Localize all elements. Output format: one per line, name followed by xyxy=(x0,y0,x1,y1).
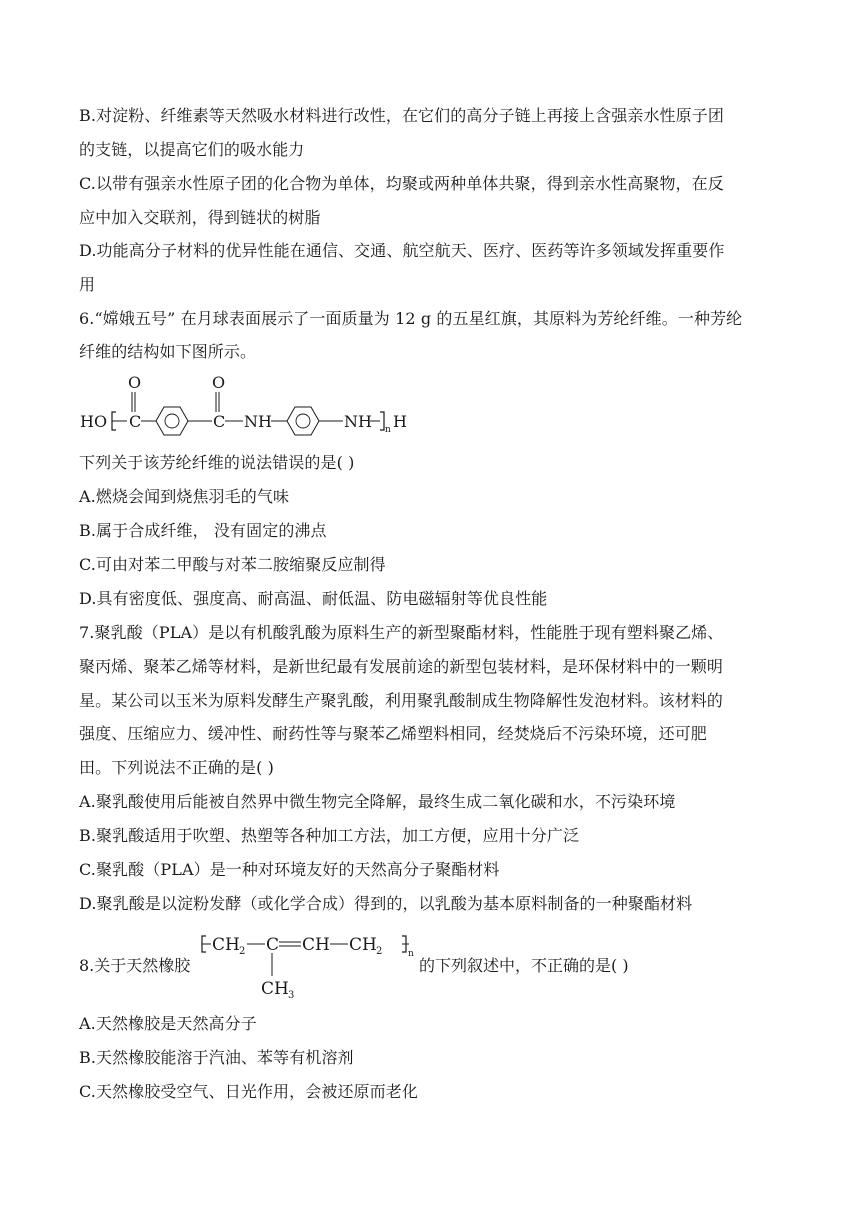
oxygen-2: O xyxy=(212,373,226,392)
methine: CH xyxy=(302,935,330,955)
methylene-1-sub: 2 xyxy=(239,946,246,957)
q5-option-b-line-2: 的支链，以提高它们的吸水能力 xyxy=(79,140,305,159)
carbon-2: C xyxy=(213,412,226,431)
q7-option-d: D.聚乳酸是以淀粉发酵（或化学合成）得到的，以乳酸为基本原料制备的一种聚酯材料 xyxy=(79,894,693,913)
q7-stem-line-5: 田。下列说法不正确的是( ) xyxy=(79,758,274,777)
q8-stem-suffix: 的下列叙述中，不正确的是( ) xyxy=(419,956,629,975)
q8-option-b: B.天然橡胶能溶于汽油、苯等有机溶剂 xyxy=(79,1048,354,1067)
q7-stem-line-1: 7.聚乳酸（PLA）是以有机酸乳酸为原料生产的新型聚酯材料，性能胜于现有塑料聚乙烯、 xyxy=(79,623,724,642)
q6-option-b: B.属于合成纤维， 没有固定的沸点 xyxy=(79,521,327,540)
methylene-2-sub: 2 xyxy=(376,946,383,957)
q5-option-d-line-2: 用 xyxy=(79,275,96,294)
carbon-1: C xyxy=(129,412,142,431)
q6-option-d: D.具有密度低、强度高、耐高温、耐低温、防电磁辐射等优良性能 xyxy=(79,589,548,608)
q5-option-c-line-1: C.以带有强亲水性原子团的化合物为单体，均聚或两种单体共聚，得到亲水性高聚物，在反 xyxy=(79,174,724,193)
q6-option-a: A.燃烧会闻到烧焦羽毛的气味 xyxy=(79,487,290,506)
q8-stem-prefix: 8.关于天然橡胶 xyxy=(79,956,191,975)
q8-stem xyxy=(79,926,779,1002)
repeat-n-rubber: n xyxy=(408,949,414,959)
aramid-structure-formula xyxy=(76,372,416,442)
q6-option-c: C.可由对苯二甲酸与对苯二胺缩聚反应制得 xyxy=(79,555,386,574)
hydroxyl-ho: HO xyxy=(80,412,108,431)
q5-option-d-line-1: D.功能高分子材料的优异性能在通信、交通、航空航天、医疗、医药等许多领域发挥重要作 xyxy=(79,241,725,260)
oxygen-1: O xyxy=(128,373,142,392)
q8-option-c: C.天然橡胶受空气、日光作用，会被还原而老化 xyxy=(79,1082,418,1101)
amine-nh-2: NH xyxy=(344,412,372,431)
q5-option-b-line-1: B.对淀粉、纤维素等天然吸水材料进行改性，在它们的高分子链上再接上含强亲水性原子团 xyxy=(79,106,724,125)
q6-stem-line-2: 纤维的结构如下图所示。 xyxy=(79,342,257,361)
amine-nh-1: NH xyxy=(244,412,272,431)
terminal-h: H xyxy=(393,412,407,431)
q7-option-c: C.聚乳酸（PLA）是一种对环境友好的天然高分子聚酯材料 xyxy=(79,860,500,879)
q7-option-a: A.聚乳酸使用后能被自然界中微生物完全降解，最终生成二氧化碳和水，不污染环境 xyxy=(79,792,676,811)
methyl-sub: 3 xyxy=(288,990,295,1001)
methyl-group: CH xyxy=(261,979,289,999)
q5-option-c-line-2: 应中加入交联剂，得到链状的树脂 xyxy=(79,208,321,227)
methylene-2: CH xyxy=(349,935,377,955)
methylene-1: CH xyxy=(212,935,240,955)
q8-option-a: A.天然橡胶是天然高分子 xyxy=(79,1014,257,1033)
q7-stem-line-4: 强度、压缩应力、缓冲性、耐药性等与聚苯乙烯塑料相同，经焚烧后不污染环境，还可肥 xyxy=(79,724,707,743)
repeat-n: n xyxy=(385,425,391,435)
q6-question: 下列关于该芳纶纤维的说法错误的是( ) xyxy=(79,453,355,472)
q6-stem-line-1: 6.“嫦娥五号” 在月球表面展示了一面质量为 12 g 的五星红旗，其原料为芳纶纤维。一种芳纶 xyxy=(79,309,743,328)
carbon-center: C xyxy=(266,935,280,955)
q7-stem-line-3: 星。某公司以玉米为原料发酵生产聚乳酸，利用聚乳酸制成生物降解性发泡材料。该材料的 xyxy=(79,691,724,710)
q7-stem-line-2: 聚丙烯、聚苯乙烯等材料，是新世纪最有发展前途的新型包装材料，是环保材料中的一颗明 xyxy=(79,657,724,676)
q7-option-b: B.聚乳酸适用于吹塑、热塑等各种加工方法，加工方便，应用十分广泛 xyxy=(79,826,580,845)
natural-rubber-formula xyxy=(197,926,417,1002)
